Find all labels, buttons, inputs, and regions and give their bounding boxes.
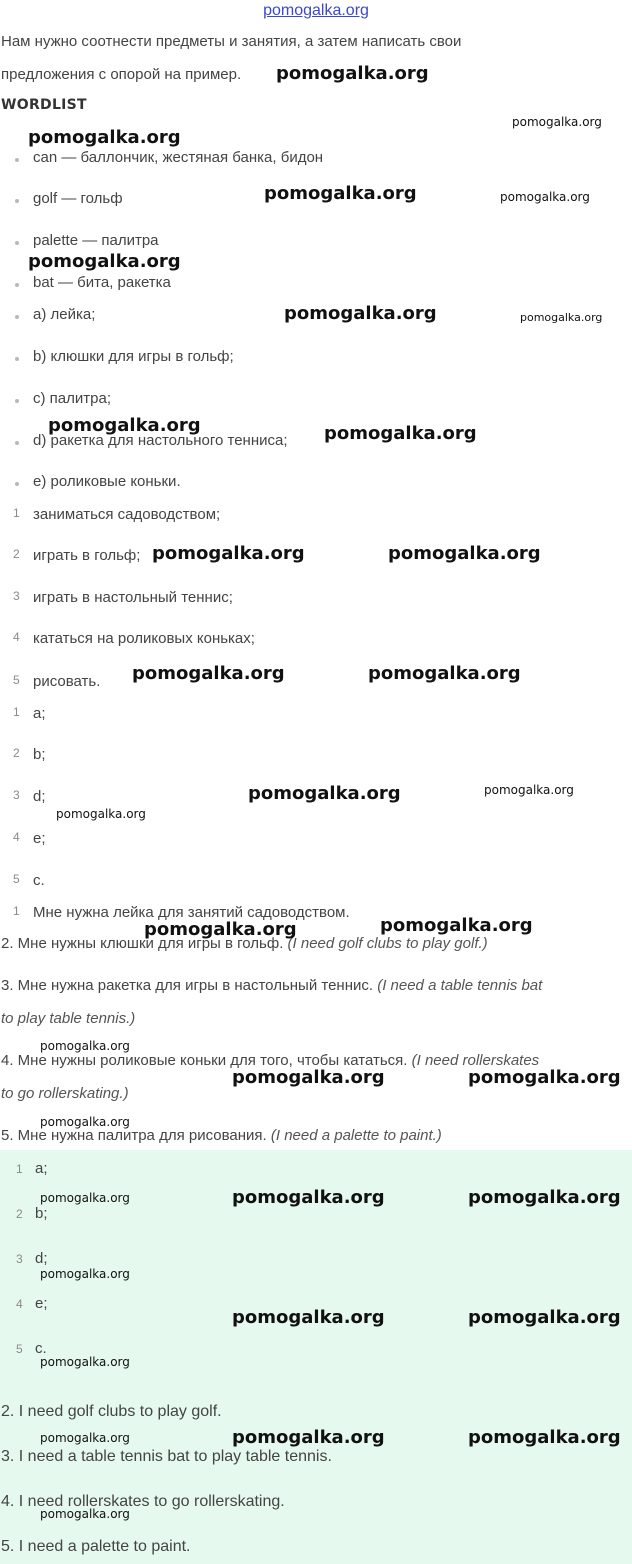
intro-line-2: предложения с опорой на пример.: [1, 66, 242, 83]
sentence-3-cont: to play table tennis.): [1, 1010, 136, 1027]
watermark: pomogalka.org: [276, 63, 429, 84]
answer-text: d;: [35, 1250, 48, 1267]
watermark: pomogalka.org: [28, 127, 181, 148]
answer-sentence: 3. I need a table tennis bat to play table tennis.: [1, 1448, 332, 1465]
watermark: pomogalka.org: [388, 543, 541, 564]
answer-sentence: 5. I need a palette to paint.: [1, 1538, 191, 1555]
bullet-icon: [15, 241, 19, 245]
bullet-icon: [15, 158, 19, 162]
watermark: pomogalka.org: [144, 919, 297, 940]
watermark: pomogalka.org: [468, 1307, 621, 1328]
bullet-icon: [15, 315, 19, 319]
watermark: pomogalka.org: [132, 663, 285, 684]
watermark: pomogalka.org: [248, 783, 401, 804]
watermark: pomogalka.org: [232, 1427, 385, 1448]
bullet-icon: [15, 199, 19, 203]
answer-text: a;: [35, 1160, 48, 1177]
watermark: pomogalka.org: [368, 663, 521, 684]
watermark: pomogalka.org: [500, 190, 590, 204]
watermark: pomogalka.org: [512, 115, 602, 129]
watermark: pomogalka.org: [380, 915, 533, 936]
watermark: pomogalka.org: [152, 543, 305, 564]
sentence-3: 3. Мне нужна ракетка для игры в настольный теннис. (I need a table tennis bat: [1, 977, 543, 994]
answer-number: 5: [16, 1342, 23, 1356]
watermark: pomogalka.org: [264, 183, 417, 204]
bullet-icon: [15, 482, 19, 486]
watermark: pomogalka.org: [324, 423, 477, 444]
watermark: pomogalka.org: [48, 415, 201, 436]
wordlist-heading: WORDLIST: [1, 97, 87, 113]
sentence-2: 2. Мне нужны клюшки для игры в гольф. (I need golf clubs to play golf.): [1, 935, 488, 952]
watermark: pomogalka.org: [40, 1267, 130, 1281]
watermark: pomogalka.org: [520, 311, 603, 324]
watermark: pomogalka.org: [56, 807, 146, 821]
answer-number: 2: [16, 1207, 23, 1221]
watermark: pomogalka.org: [468, 1067, 621, 1088]
watermark: pomogalka.org: [28, 251, 181, 272]
watermark: pomogalka.org: [468, 1427, 621, 1448]
answer-number: 4: [16, 1297, 23, 1311]
bullet-icon: [15, 399, 19, 403]
sentence-4-cont: to go rollerskating.): [1, 1085, 129, 1102]
watermark: pomogalka.org: [484, 783, 574, 797]
site-title-link[interactable]: pomogalka.org: [263, 2, 369, 19]
bullet-icon: [15, 283, 19, 287]
answer-number: 1: [16, 1162, 23, 1176]
answer-number: 3: [16, 1252, 23, 1266]
answer-text: b;: [35, 1205, 48, 1222]
answer-text: e;: [35, 1295, 48, 1312]
watermark: pomogalka.org: [284, 303, 437, 324]
intro-line-1: Нам нужно соотнести предметы и занятия, а затем написать свои: [1, 33, 462, 50]
answer-sentence: 2. I need golf clubs to play golf.: [1, 1403, 222, 1420]
watermark: pomogalka.org: [232, 1067, 385, 1088]
bullet-icon: [15, 357, 19, 361]
watermark: pomogalka.org: [40, 1115, 130, 1129]
sentence-5: 5. Мне нужна палитра для рисования. (I need a palette to paint.): [1, 1127, 442, 1144]
watermark: pomogalka.org: [40, 1039, 130, 1053]
watermark: pomogalka.org: [232, 1307, 385, 1328]
answer-text: c.: [35, 1340, 47, 1357]
sentence-4: 4. Мне нужны роликовые коньки для того, чтобы кататься. (I need rollerskates: [1, 1052, 540, 1069]
watermark: pomogalka.org: [40, 1431, 130, 1445]
watermark: pomogalka.org: [468, 1187, 621, 1208]
bullet-icon: [15, 441, 19, 445]
watermark: pomogalka.org: [40, 1191, 130, 1205]
watermark: pomogalka.org: [40, 1507, 130, 1521]
watermark: pomogalka.org: [232, 1187, 385, 1208]
answer-sentence: 4. I need rollerskates to go rollerskating.: [1, 1493, 285, 1510]
watermark: pomogalka.org: [40, 1355, 130, 1369]
